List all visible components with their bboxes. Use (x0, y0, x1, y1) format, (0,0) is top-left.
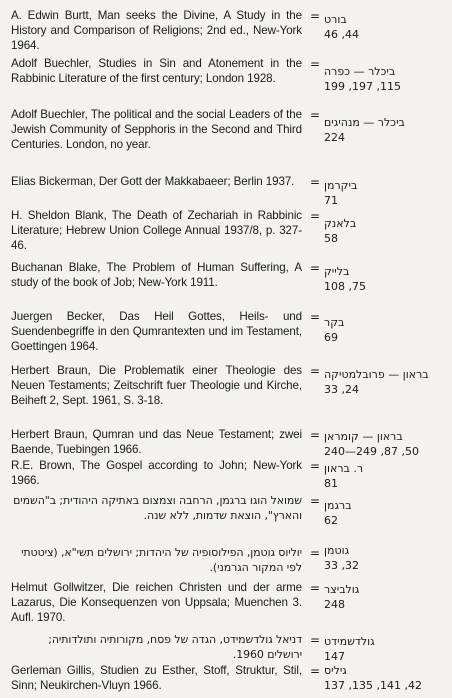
entry-description: Helmut Gollwitzer, Die reichen Christen und der arme Lazarus, Die Konsequenzen von Uppsala; Muenchen 3. Aufl. 1970. (11, 581, 302, 625)
equals-sign: = (309, 108, 321, 122)
entry-description: שמואל הוגו ברגמן, הרחבה וצמצום באתיקה היהודית; ב"השמים והארץ", הוצאת שדמות, ללא שנה. (13, 494, 302, 523)
abbreviation-key (324, 663, 442, 693)
equals-sign: = (309, 175, 321, 189)
equals-sign: = (309, 428, 321, 442)
abbreviation-key (324, 498, 442, 528)
page-references: 69 (324, 331, 338, 344)
page-references: 46 ,44 (324, 28, 359, 41)
abbreviation-key (324, 12, 442, 42)
abbreviation-key (324, 216, 442, 246)
abbreviation-name: גוטמן (324, 544, 350, 557)
abbreviation-name: ביכלר — מנהיגים (324, 116, 405, 129)
equals-sign: = (309, 310, 321, 324)
abbreviation-key (324, 367, 442, 397)
abbreviation-name: בלאנק (324, 217, 357, 230)
entry-description: Adolf Buechler, Studies in Sin and Atonement in the Rabbinic Literature of the first century; London 1928. (11, 57, 302, 86)
page-references: 58 (324, 232, 338, 245)
page-references: 33 ,24 (324, 383, 359, 396)
page-references: 240—249 ,87 ,50 (324, 445, 419, 458)
abbreviation-key (324, 461, 442, 491)
abbreviation-name: גיליס (324, 664, 347, 677)
abbreviation-name: בראון — קומראן (324, 430, 403, 443)
page-references: 71 (324, 194, 338, 207)
abbreviation-key (324, 582, 442, 612)
abbreviation-key (324, 315, 442, 345)
equals-sign: = (309, 9, 321, 23)
entry-description: Adolf Buechler, The political and the social Leaders of the Jewish Community of Sepphoris in the Second and Third Centuries. London, no year. (11, 108, 302, 152)
entry-description: R.E. Brown, The Gospel according to John; New-York 1966. (11, 459, 302, 488)
equals-sign: = (309, 57, 321, 71)
abbreviation-name: ברגמן (324, 499, 352, 512)
entry-description: Herbert Braun, Die Problematik einer Theologie des Neuen Testaments; Zeitschrift fuer Theologie und Kirche, Beiheft 2, Sept. 1961, S. 3-18. (11, 364, 302, 408)
equals-sign: = (309, 261, 321, 275)
abbreviation-key (324, 264, 442, 294)
abbreviation-name: גולדשמידט (324, 635, 375, 648)
abbreviation-name: גולביצר (324, 583, 360, 596)
page-references: 108 ,75 (324, 280, 366, 293)
abbreviation-key (324, 178, 442, 208)
page-references: 199 ,197 ,115 (324, 80, 401, 93)
entry-description: A. Edwin Burtt, Man seeks the Divine, A Study in the History and Comparison of Religions; 2nd ed., New-York 1964. (11, 9, 302, 53)
abbreviation-key (324, 543, 442, 573)
abbreviation-key (324, 429, 442, 459)
page-references: 33 ,32 (324, 559, 359, 572)
entry-description: Buchanan Blake, The Problem of Human Suffering, A study of the book of Job; New-York 1911. (11, 261, 302, 290)
equals-sign: = (309, 364, 321, 378)
equals-sign: = (309, 459, 321, 473)
abbreviation-name: בראון — פרובלמטיקה (324, 368, 429, 381)
equals-sign: = (309, 209, 321, 223)
abbreviation-key (324, 634, 442, 664)
abbreviation-name: ר. בראון (324, 462, 364, 475)
page-references: 137 ,135 ,141 ,42 (324, 679, 422, 692)
page-references: 224 (324, 131, 345, 144)
entry-description: דניאל גולדשמידט, הגדה של פסח, מקורותיה ותולדותיה; ירושלים 1960. (48, 633, 302, 662)
entry-description: H. Sheldon Blank, The Death of Zechariah in Rabbinic Literature; Hebrew Union College Annual 1937/8, p. 327-46. (11, 209, 302, 253)
abbreviation-name: בקר (324, 316, 345, 329)
entry-description: Elias Bickerman, Der Gott der Makkabaeer; Berlin 1937. (11, 175, 295, 188)
page-references: 62 (324, 514, 338, 527)
page-references: 147 (324, 650, 345, 663)
abbreviation-name: ביכלר — כפרה (324, 65, 396, 78)
equals-sign: = (309, 633, 321, 647)
equals-sign: = (309, 494, 321, 508)
entry-description: Gerleman Gillis, Studien zu Esther, Stoff, Struktur, Stil, Sinn; Neukirchen-Vluyn 1966. (11, 664, 302, 693)
entry-description: יוליוס גוטמן, הפילוסופיה של היהדות; ירושלים תשי"א, (ציטטתי לפי המקור הגרמני). (21, 546, 302, 575)
page-references: 248 (324, 598, 345, 611)
page-references: 81 (324, 477, 338, 490)
abbreviation-name: ביקרמן (324, 179, 358, 192)
equals-sign: = (309, 546, 321, 560)
entry-description: Juergen Becker, Das Heil Gottes, Heils- und Suendenbegriffe in den Qumrantexten und im Testament, Goettingen 1964. (11, 310, 302, 354)
equals-sign: = (309, 664, 321, 678)
abbreviation-name: בלייק (324, 265, 350, 278)
entry-description: Herbert Braun, Qumran und das Neue Testament; zwei Baende, Tuebingen 1966. (11, 428, 302, 457)
abbreviation-name: בורט (324, 13, 347, 26)
abbreviation-key (324, 115, 442, 145)
abbreviation-key (324, 64, 442, 94)
equals-sign: = (309, 581, 321, 595)
